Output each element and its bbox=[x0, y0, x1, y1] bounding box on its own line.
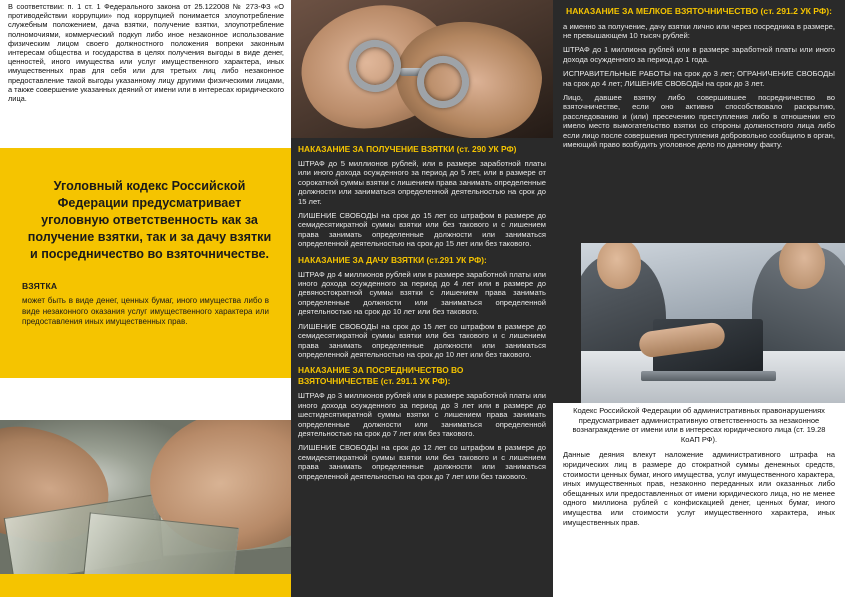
bribe-heading: ВЗЯТКА bbox=[22, 281, 58, 291]
section-text: ЛИШЕНИЕ СВОБОДЫ на срок до 15 лет со штрафом в размере до семидесятикратной суммы взятки или без такового и с лишением права занимать определенные должности или заниматься определенной деятельностью на срок до 10 лет или без такового. bbox=[298, 321, 546, 359]
section-heading-mediation: НАКАЗАНИЕ ЗА ПОСРЕДНИЧЕСТВО ВО ВЗЯТОЧНИЧЕСТВЕ (ст. 291.1 УК РФ): bbox=[298, 365, 464, 387]
column-left bbox=[0, 0, 291, 597]
section-heading-receiving-bribe: НАКАЗАНИЕ ЗА ПОЛУЧЕНИЕ ВЗЯТКИ (ст. 290 УК РФ) bbox=[298, 144, 517, 154]
section-text: ШТРАФ до 3 миллионов рублей или в размере заработной платы или иного дохода осужденного за период до 3 лет или в размере до шестидесятикратной суммы взятки с лишением права занимать определенные должности или заниматься определенной деятельностью на срок до 7 лет или без такового. bbox=[298, 391, 546, 438]
section-text: ИСПРАВИТЕЛЬНЫЕ РАБОТЫ на срок до 3 лет; ОГРАНИЧЕНИЕ СВОБОДЫ на срок до 4 лет; ЛИШЕНИЕ СВОБОДЫ на срок до 3 лет. bbox=[563, 69, 835, 88]
money-in-hands-photo bbox=[0, 420, 291, 597]
right-bottom-strip bbox=[553, 590, 845, 597]
column-middle bbox=[291, 0, 553, 597]
administrative-liability-block bbox=[553, 403, 845, 597]
section-text: ШТРАФ до 5 миллионов рублей, или в размере заработной платы или иного дохода осужденного за период до 5 лет, или в размере от сорокатной суммы взятки с лишением права занимать определенные должности или заниматься определенной деятельностью на срок до 15 лет. bbox=[298, 159, 546, 206]
bribe-body: может быть в виде денег, ценных бумаг, иного имущества либо в виде незаконного оказания услуг имущественного характера или предоставления иных имущественных прав. bbox=[22, 296, 269, 326]
intro-paragraph: В соответствии: п. 1 ст. 1 Федерального закона от 25.122008 № 273-ФЗ «О противодействии коррупции» под коррупцией понимается злоупотребление служебным положением, дача взятки, получение взятки, злоупотребление полномочиями, коммерческий подкуп либо иное незаконное использование физическим лицом своего должностного положения вопреки законным интересам общества и государства в целях получения выгоды в виде денег, ценностей, иного имущества или услуг имущественного характера, иных имущественных прав для себя или для третьих лиц либо незаконное предоставление такой выгоды указанному лицу другими физическими лицами, а также совершение указанных деяний от имени или в интересах юридического лица. bbox=[8, 2, 284, 104]
bottom-yellow-bar bbox=[0, 574, 291, 597]
penalties-list bbox=[291, 138, 553, 486]
column-right bbox=[553, 0, 845, 597]
section-text: ЛИШЕНИЕ СВОБОДЫ на срок до 12 лет со штрафом в размере до семидесятикратной суммы взятки или без такового и с лишением права занимать определенные должности или заниматься определенной деятельностью на срок до 7 лет или без такового. bbox=[298, 443, 546, 481]
section-text: Лицо, давшее взятку либо совершившее посредничество во взяточничестве, если оно активно способствовало раскрытию, расследованию и (или) пресечению преступления либо в отношении его имело место вымогательство взятки со стороны должностного лица либо если лицо после совершения преступления добровольно сообщило в орган, имеющий право возбудить уголовное дело по данному факту. bbox=[563, 92, 835, 149]
person-left-head-shape bbox=[597, 243, 641, 289]
section-text: а именно за получение, дачу взятки лично или через посредника в размере, не превышающем 10 тысяч рублей: bbox=[563, 21, 835, 40]
section-heading-petty-bribery: НАКАЗАНИЕ ЗА МЕЛКОЕ ВЗЯТОЧНИЧЕСТВО (ст. 291.2 УК РФ): bbox=[566, 6, 832, 16]
office-handshake-photo bbox=[581, 243, 845, 403]
laptop-base-shape bbox=[641, 371, 776, 381]
section-text: ЛИШЕНИЕ СВОБОДЫ на срок до 15 лет со штрафом в размере до семидесятикратной суммы взятки или без такового и с лишением права занимать определенные должности или заниматься определенной деятельностью на срок до 15 лет или без такового. bbox=[298, 211, 546, 249]
section-text: ШТРАФ до 4 миллионов рублей или в размере заработной платы или иного дохода осужденного за период до 4 лет или в размере до девяностократной суммы взятки с лишением права занимать определенные должности или заниматься определенной деятельностью на срок до 10 лет или без такового. bbox=[298, 269, 546, 317]
section-heading-giving-bribe: НАКАЗАНИЕ ЗА ДАЧУ ВЗЯТКИ (ст.291 УК РФ): bbox=[298, 254, 487, 265]
highlight-title: Уголовный кодекс Российской Федерации предусматривает уголовную ответственность как за получение взятки, так и за дачу взятки и посредничество во взяточничестве. bbox=[27, 179, 272, 261]
highlight-panel bbox=[0, 148, 291, 378]
admin-code-text: Кодекс Российской Федерации об административных правонарушениях предусматривает административную ответственность за незаконное вознаграждение от имени или в интересах юридического лица (ст. 19.28 КоАП РФ). bbox=[572, 406, 826, 444]
handcuffed-hands-photo bbox=[291, 0, 553, 138]
section-text: ШТРАФ до 1 миллиона рублей или в размере заработной платы или иного дохода осужденного за период до 1 года. bbox=[563, 45, 835, 64]
person-right-head-shape bbox=[779, 243, 825, 289]
admin-fine-text: Данные деяния влекут наложение административного штрафа на юридических лиц в размере до стократной суммы денежных средств, стоимости ценных бумаг, иного имущества, услуг имущественного характера, иных имущественных прав, незаконно переданных или оказанных либо обещанных или предоставленных от имени юридического лица, но не менее одного миллиона рублей с конфискацией денег, ценных бумаг, иного имущества или стоимости услуг имущественного характера, иных имущественных прав. bbox=[563, 450, 835, 527]
